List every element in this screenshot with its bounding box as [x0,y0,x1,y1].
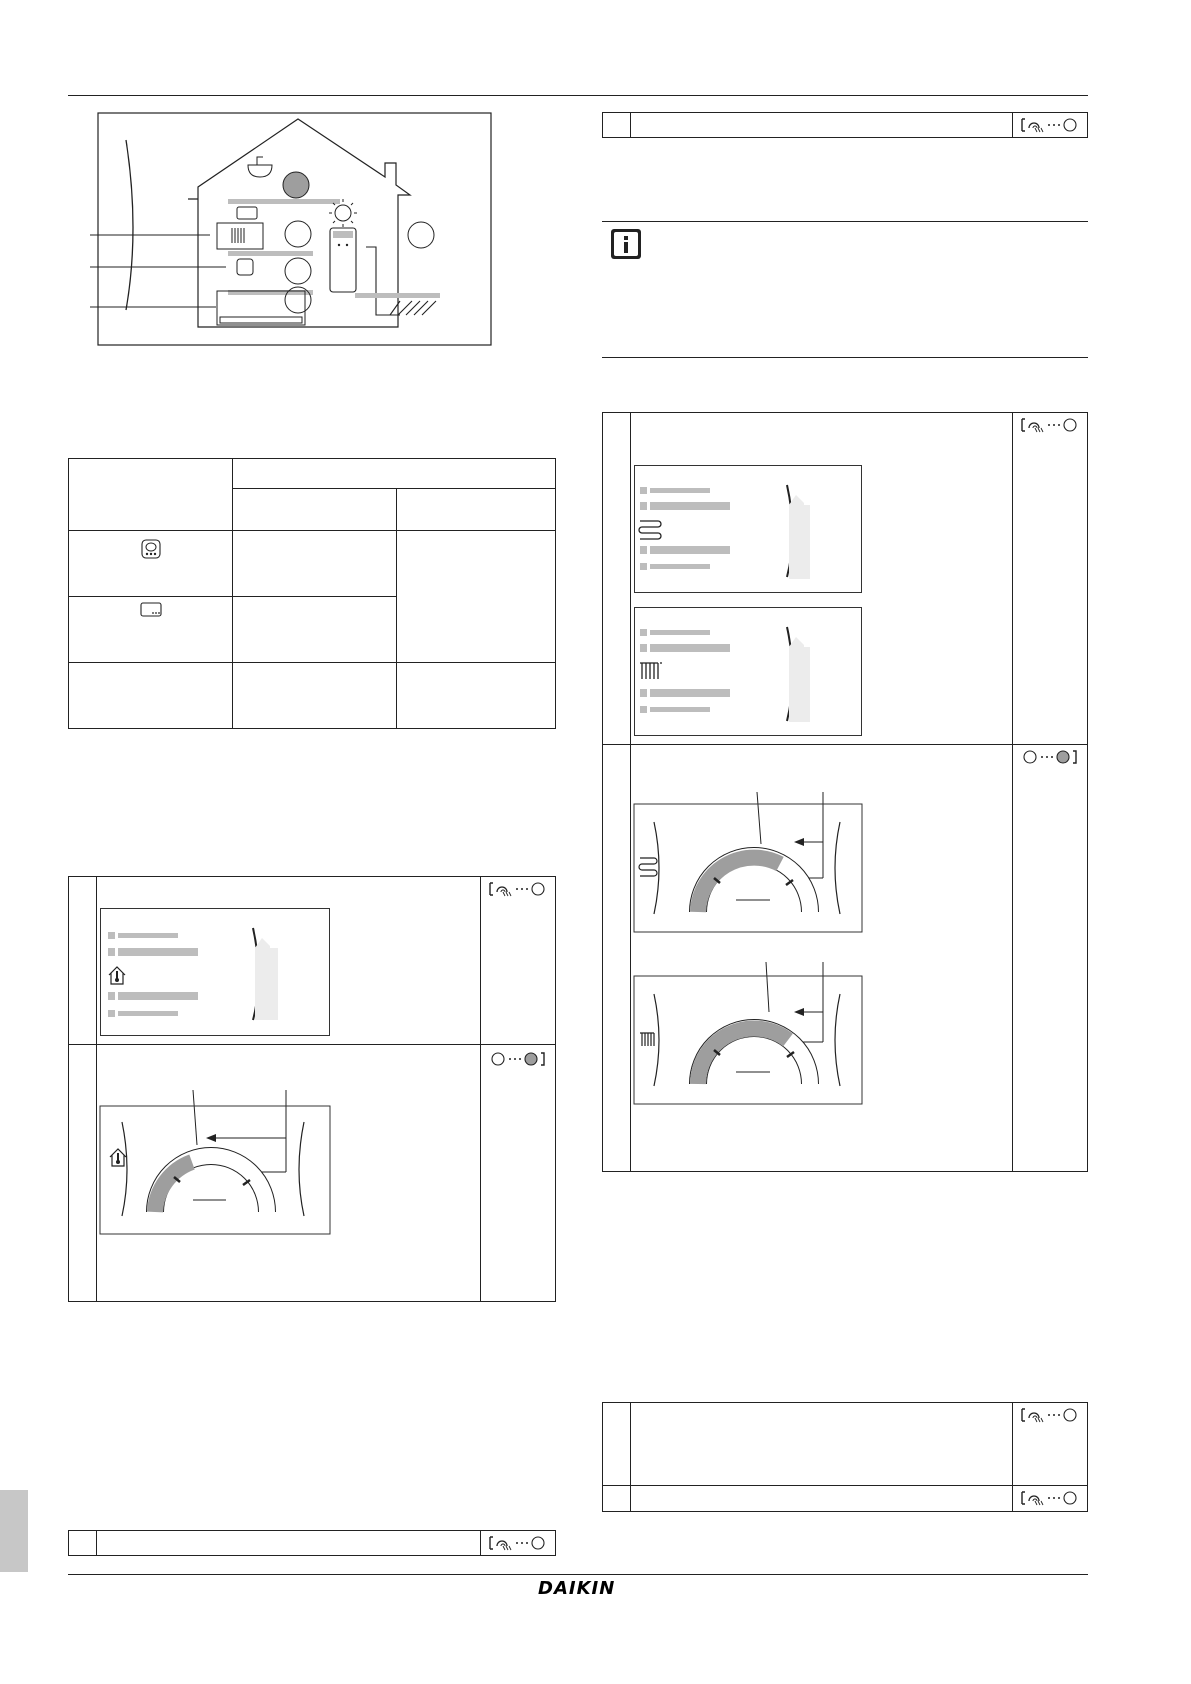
table-cell [69,663,233,729]
procedure-table-single-row [68,1530,556,1556]
room-temperature-icon [110,1149,126,1166]
column-rule [1012,112,1013,138]
room-dial-illustration [96,1080,396,1240]
header-rule [68,95,1088,96]
column-rule [480,1530,481,1556]
table-header-cell [233,489,397,531]
procedure-table-bottom-right [602,1402,1088,1512]
table-header-cell [233,459,556,489]
house-installation-diagram [60,105,500,349]
info-icon [610,228,642,260]
radiator-dial-illustration [630,956,870,1106]
column-rule [630,112,631,138]
row-rule [602,1485,1088,1486]
row-rule [68,1044,556,1045]
table-cell [233,663,397,729]
info-rule-bottom [602,357,1088,358]
user-interface-controller-icon [139,601,163,619]
column-rule [1012,1402,1013,1512]
underfloor-heating-icon [639,521,661,539]
radiator-icon [640,1033,654,1046]
underfloor-dial-illustration [630,786,870,936]
table-cell [233,597,397,663]
table-header-cell [397,489,556,531]
turn-dial-icon [488,1534,552,1552]
room-thermostat-icon [140,539,162,559]
turn-dial-icon [1020,416,1084,434]
row-rule [602,744,1088,745]
menu-illustration [100,908,330,1036]
brand-logo: DAIKIN [538,1578,616,1599]
procedure-table-top-right [602,112,1088,138]
footer-rule [68,1574,1088,1575]
turn-dial-icon [1020,116,1084,134]
table-cell [69,531,233,597]
turn-dial-icon [488,880,552,898]
info-rule-top [602,221,1088,222]
table-cell [397,531,556,663]
column-rule [630,1402,631,1512]
turn-dial-icon [1020,1489,1084,1507]
menu-illustration [634,607,862,736]
table-cell [233,531,397,597]
press-dial-icon [488,1050,552,1068]
press-dial-icon [1020,748,1084,766]
table-cell [397,663,556,729]
underfloor-heating-icon [639,858,657,876]
column-rule [480,876,481,1302]
side-page-tab [0,1490,28,1572]
room-temperature-icon [109,967,125,984]
system-combinations-table [68,458,556,729]
radiator-icon [640,663,662,679]
table-cell [69,597,233,663]
column-rule [96,1530,97,1556]
menu-illustration [634,465,862,593]
turn-dial-icon [1020,1406,1084,1424]
table-header-cell [69,459,233,531]
column-rule [1012,412,1013,1172]
